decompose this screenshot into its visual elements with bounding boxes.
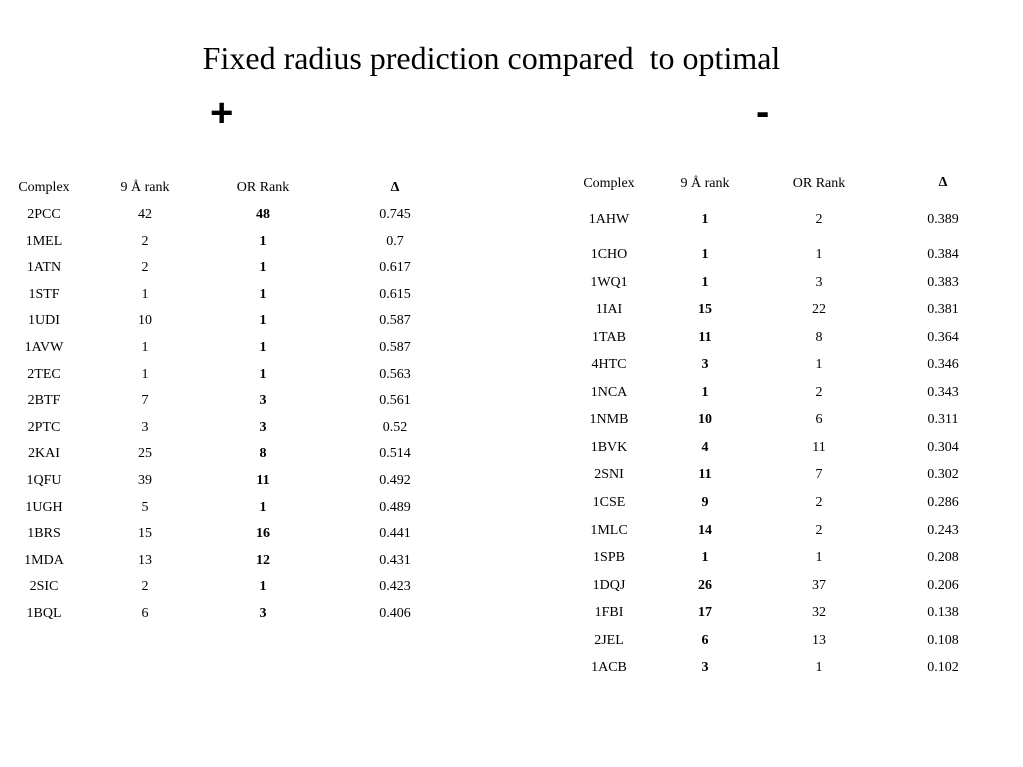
left-table-cell-or-rank: 1 — [259, 260, 267, 276]
left-table-cell-complex: 2BTF — [27, 393, 61, 409]
left-table-header-delta: Δ — [390, 180, 400, 195]
left-table-cell-complex: 1ATN — [26, 260, 62, 276]
left-table-cell-delta: 0.7 — [386, 233, 404, 249]
right-table-cell-complex: 1NMB — [589, 412, 629, 428]
right-table-cell-nine-a-rank: 10 — [698, 412, 712, 428]
right-table-cell-delta: 0.108 — [927, 632, 959, 648]
right-table-cell-delta: 0.384 — [927, 247, 959, 262]
right-table-cell-delta: 0.302 — [927, 467, 959, 483]
left-table-cell-or-rank: 3 — [259, 419, 267, 435]
right-table-cell-complex: 4HTC — [591, 357, 627, 373]
minus-sign-heading: - — [756, 90, 770, 134]
left-table-cell-delta: 0.617 — [379, 260, 411, 276]
left-table-cell-or-rank: 1 — [259, 233, 267, 249]
right-table-cell-or-rank: 8 — [815, 329, 823, 345]
left-table-cell-nine-a-rank: 39 — [138, 473, 152, 488]
left-table-cell-complex: 1MEL — [25, 233, 63, 249]
left-table-cell-delta: 0.561 — [379, 393, 411, 409]
right-table-cell-nine-a-rank: 1 — [701, 274, 709, 290]
right-table-cell-nine-a-rank: 1 — [701, 212, 709, 227]
left-table-cell-or-rank: 3 — [259, 393, 267, 409]
left-table-cell-complex: 1STF — [28, 286, 60, 302]
right-table-header-complex: Complex — [583, 176, 635, 191]
left-table-cell-delta: 0.587 — [379, 313, 411, 329]
left-table-cell-or-rank: 1 — [259, 499, 267, 515]
left-table-cell-nine-a-rank: 2 — [141, 233, 149, 249]
right-table-cell-nine-a-rank: 11 — [698, 329, 712, 345]
right-table-header-or-rank: OR Rank — [792, 176, 846, 191]
left-table-cell-complex: 1UDI — [28, 313, 60, 329]
left-table-cell-delta: 0.615 — [379, 286, 411, 302]
left-table-cell-complex: 1QFU — [26, 473, 62, 488]
left-table-cell-complex: 2SIC — [29, 579, 59, 595]
right-table-cell-complex: 1TAB — [592, 329, 626, 345]
left-table-cell-nine-a-rank: 3 — [141, 419, 149, 435]
left-table-cell-or-rank: 12 — [256, 552, 270, 568]
left-table-cell-delta: 0.52 — [382, 419, 408, 435]
left-table-cell-or-rank: 11 — [256, 473, 270, 488]
right-table-cell-delta: 0.286 — [927, 494, 959, 510]
left-table-cell-or-rank: 1 — [259, 579, 267, 595]
right-table-cell-complex: 1CSE — [592, 494, 626, 510]
right-table-cell-delta: 0.364 — [927, 329, 959, 345]
right-table-cell-or-rank: 37 — [812, 577, 826, 593]
right-table-cell-or-rank: 1 — [815, 550, 823, 566]
right-table-cell-delta: 0.243 — [927, 522, 959, 538]
right-table-cell-or-rank: 13 — [812, 632, 826, 648]
left-table-cell-delta: 0.431 — [379, 552, 411, 568]
left-table-cell-delta: 0.441 — [379, 526, 411, 542]
left-table-cell-complex: 2PCC — [27, 207, 61, 222]
right-table-cell-delta: 0.381 — [927, 302, 959, 318]
right-table-cell-or-rank: 1 — [815, 357, 823, 373]
right-table-cell-nine-a-rank: 11 — [698, 467, 712, 483]
right-table-cell-or-rank: 2 — [815, 494, 823, 510]
right-table-cell-nine-a-rank: 3 — [701, 660, 709, 676]
left-table-cell-or-rank: 1 — [259, 286, 267, 302]
right-table-cell-complex: 2SNI — [594, 467, 624, 483]
right-table-cell-or-rank: 11 — [812, 439, 826, 455]
right-table-cell-nine-a-rank: 3 — [701, 357, 709, 373]
left-table-cell-nine-a-rank: 1 — [141, 366, 149, 382]
right-table-cell-nine-a-rank: 6 — [701, 632, 709, 648]
right-table-cell-delta: 0.206 — [927, 577, 959, 593]
right-table-cell-delta: 0.304 — [927, 439, 959, 455]
right-table-cell-delta: 0.346 — [927, 357, 959, 373]
left-table-cell-nine-a-rank: 13 — [138, 552, 152, 568]
left-table-cell-complex: 1AVW — [24, 340, 64, 355]
right-table-cell-nine-a-rank: 14 — [698, 522, 712, 538]
right-table-header-delta: Δ — [938, 175, 948, 190]
slide-title: Fixed radius prediction compared to optimal — [202, 40, 781, 76]
left-table-cell-complex: 2TEC — [27, 366, 61, 382]
left-table-cell-or-rank: 16 — [256, 526, 270, 542]
left-table-header-complex: Complex — [18, 180, 70, 195]
left-table-cell-nine-a-rank: 1 — [141, 286, 149, 302]
left-table-cell-delta: 0.587 — [379, 340, 411, 355]
left-table-cell-complex: 1BQL — [26, 606, 62, 621]
right-table-cell-nine-a-rank: 26 — [698, 577, 712, 593]
left-table-cell-or-rank: 1 — [259, 340, 267, 355]
right-table-cell-nine-a-rank: 1 — [701, 247, 709, 262]
right-table-cell-complex: 1SPB — [593, 550, 625, 566]
right-table-cell-delta: 0.102 — [927, 660, 959, 676]
left-table-cell-delta: 0.514 — [379, 446, 411, 462]
right-table-cell-complex: 1WQ1 — [590, 274, 628, 290]
left-table-cell-or-rank: 48 — [256, 207, 270, 222]
left-table-cell-nine-a-rank: 7 — [141, 393, 149, 409]
left-table-cell-nine-a-rank: 25 — [138, 446, 152, 462]
left-table-cell-complex: 1BRS — [27, 526, 61, 542]
left-table-cell-delta: 0.492 — [379, 473, 411, 488]
left-table-cell-or-rank: 1 — [259, 366, 267, 382]
left-table-cell-delta: 0.489 — [379, 499, 411, 515]
left-table-cell-nine-a-rank: 2 — [141, 260, 149, 276]
right-table-cell-complex: 1BVK — [590, 439, 628, 455]
left-table-cell-nine-a-rank: 5 — [141, 499, 149, 515]
left-table-cell-or-rank: 3 — [259, 606, 267, 621]
right-table-cell-complex: 1IAI — [595, 302, 623, 318]
right-table-cell-or-rank: 22 — [812, 302, 826, 318]
right-table-cell-delta: 0.383 — [927, 274, 959, 290]
right-table-cell-or-rank: 32 — [812, 605, 826, 621]
left-table-cell-complex: 2KAI — [28, 446, 60, 462]
right-table-cell-complex: 1MLC — [590, 522, 628, 538]
left-table-cell-or-rank: 1 — [259, 313, 267, 329]
right-table-cell-nine-a-rank: 1 — [701, 384, 709, 400]
right-table-cell-delta: 0.389 — [927, 212, 959, 227]
right-table-cell-complex: 1DQJ — [592, 577, 626, 593]
right-table-cell-complex: 1ACB — [591, 660, 627, 676]
left-table-cell-nine-a-rank: 1 — [141, 340, 149, 355]
right-table-cell-complex: 1CHO — [590, 247, 628, 262]
right-table-cell-or-rank: 2 — [815, 522, 823, 538]
left-table-header-nine-a-rank: 9 Å rank — [120, 180, 170, 195]
right-table-cell-or-rank: 1 — [815, 660, 823, 676]
left-table-cell-delta: 0.406 — [379, 606, 411, 621]
right-table-cell-delta: 0.208 — [927, 550, 959, 566]
left-table-cell-delta: 0.745 — [379, 207, 411, 222]
right-table-cell-or-rank: 2 — [815, 212, 823, 227]
right-table-cell-or-rank: 3 — [815, 274, 823, 290]
right-table-cell-nine-a-rank: 1 — [701, 550, 709, 566]
left-table-cell-complex: 2PTC — [27, 419, 61, 435]
left-table-cell-or-rank: 8 — [259, 446, 267, 462]
right-table-cell-nine-a-rank: 9 — [701, 494, 709, 510]
right-table-cell-complex: 1FBI — [594, 605, 624, 621]
plus-sign-heading: + — [210, 91, 234, 135]
left-table-cell-nine-a-rank: 15 — [138, 526, 152, 542]
right-table-cell-nine-a-rank: 17 — [698, 605, 712, 621]
left-table-cell-nine-a-rank: 6 — [141, 606, 149, 621]
left-table-cell-delta: 0.563 — [379, 366, 411, 382]
right-table-header-nine-a-rank: 9 Å rank — [680, 176, 730, 191]
right-table-cell-nine-a-rank: 15 — [698, 302, 712, 318]
left-table-cell-complex: 1UGH — [25, 499, 63, 515]
right-table-cell-or-rank: 6 — [815, 412, 823, 428]
left-table-cell-nine-a-rank: 42 — [138, 207, 152, 222]
right-table-cell-or-rank: 1 — [815, 247, 823, 262]
left-table-cell-delta: 0.423 — [379, 579, 411, 595]
right-table-cell-nine-a-rank: 4 — [701, 439, 709, 455]
right-table-cell-delta: 0.138 — [927, 605, 959, 621]
right-table-cell-or-rank: 7 — [815, 467, 823, 483]
left-table-header-or-rank: OR Rank — [236, 180, 290, 195]
right-table-cell-complex: 2JEL — [594, 632, 624, 648]
left-table-cell-nine-a-rank: 10 — [138, 313, 152, 329]
right-table-cell-complex: 1NCA — [590, 384, 628, 400]
right-table-cell-delta: 0.343 — [927, 384, 959, 400]
right-table-cell-complex: 1AHW — [588, 212, 630, 227]
left-table-cell-nine-a-rank: 2 — [141, 579, 149, 595]
left-table-cell-complex: 1MDA — [24, 552, 64, 568]
right-table-cell-delta: 0.311 — [927, 412, 959, 428]
right-table-cell-or-rank: 2 — [815, 384, 823, 400]
